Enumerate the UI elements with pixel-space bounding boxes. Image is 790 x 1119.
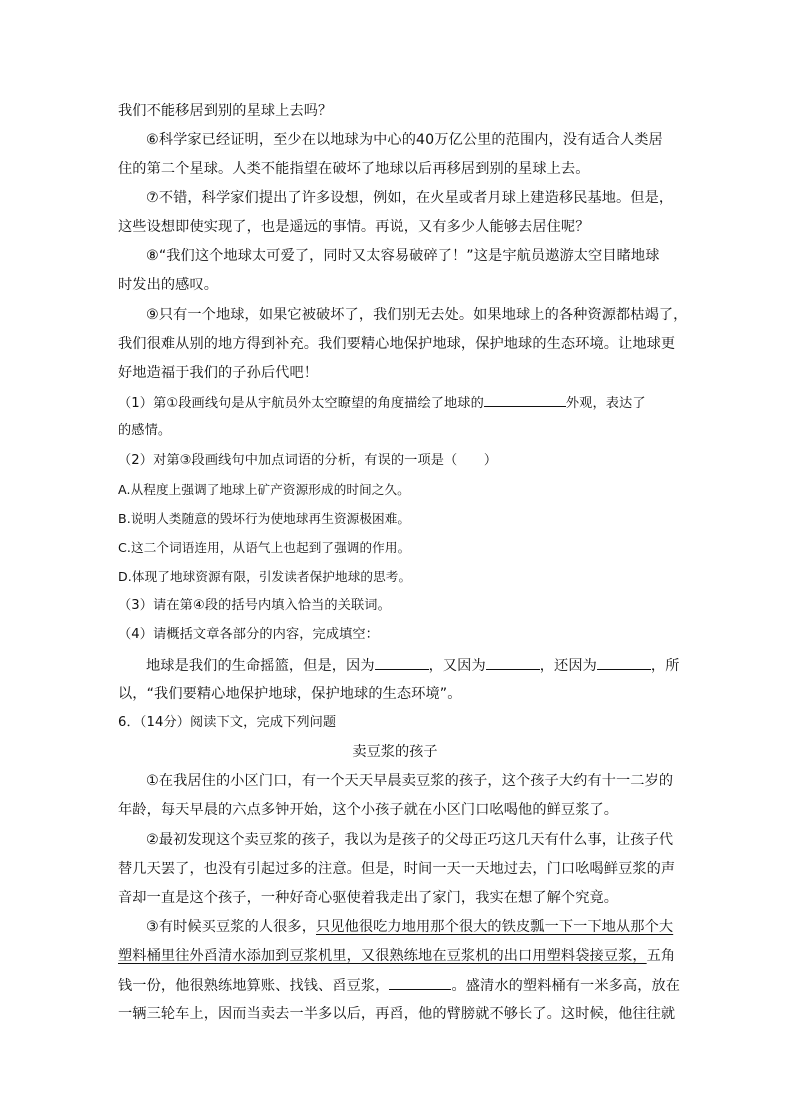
paragraph-6-line: 住的第二个星球。人类不能指望在破坏了地球以后再移居到别的星球上去。 [118,161,590,177]
paragraph-7-line: ⑦不错，科学家们提出了许多设想，例如，在火星或者月球上建造移民基地。但是， [146,190,674,206]
question-2: （2）对第③段画线句中加点词语的分析，有误的一项是（ ） [118,453,498,468]
article-paragraph-3 [118,975,681,996]
article-paragraph-3 [146,917,706,937]
paragraph-6-line: ⑥科学家已经证明，至少在以地球为中心的40万亿公里的范围内，没有适合人类居 [146,132,663,148]
question-4: （4）请概括文章各部分的内容，完成填空： [118,627,379,642]
option-a: A.从程度上强调了地球上矿产资源形成的时间之久。 [118,482,410,497]
underlined-sentence: 塑料桶里往外舀清水添加到豆浆机里，又很熟练地在豆浆机的出口用塑料袋接豆浆， [118,948,647,964]
answer-blank[interactable] [375,655,429,670]
fill-in-line: 以，“我们要精心地保护地球，保护地球的生态环境”。 [118,686,462,702]
fill-in-text: ，又因为 [428,658,486,674]
article-paragraph-2: 音却一直是这个孩子，一种好奇心驱使着我走出了家门，我实在想了解个究竟。 [118,890,619,906]
option-c: C.这二个词语连用，从语气上也起到了强调的作用。 [118,540,411,555]
answer-blank[interactable] [484,392,566,407]
text-line: 我们不能移居到别的星球上去吗？ [118,103,333,119]
answer-blank[interactable] [389,975,451,990]
article-paragraph-3 [118,946,678,966]
paragraph-9-line: ⑨只有一个地球，如果它被破坏了，我们别无去处。如果地球上的各种资源都枯竭了， [146,307,688,323]
article-paragraph-1: 年龄，每天早晨的六点多钟开始，这个小孩子就在小区门口吆喝他的鲜豆浆了。 [118,802,619,818]
question-1 [118,392,678,414]
article-paragraph-1: ①在我居住的小区门口，有一个天天早晨卖豆浆的孩子，这个孩子大约有十一二岁的 [146,773,674,789]
answer-blank[interactable] [486,655,540,670]
paragraph-9-line: 我们很难从别的地方得到补充。我们要精心地保护地球，保护地球的生态环境。让地球更 [118,336,676,352]
paragraph-8-line: ⑧“我们这个地球太可爱了，同时又太容易破碎了！”这是宇航员遨游太空目睹地球 [146,248,660,264]
paragraph-text: 。盛清水的塑料桶有一米多高，放在 [451,978,681,994]
answer-blank[interactable] [597,655,651,670]
paragraph-text: 钱一份，他很熟练地算账、找钱、舀豆浆， [118,978,390,994]
question-1-text: 外观，表达了 [565,396,646,411]
article-paragraph-2: 替几天罢了，也没有引起过多的注意。但是，时间一天一天地过去，门口吆喝鲜豆浆的声 [118,861,676,877]
question-3: （3）请在第④段的括号内填入恰当的关联词。 [118,598,391,613]
article-paragraph-3: 一辆三轮车上，因而当卖去一半多以后，再舀，他的臂膀就不够长了。这时候，他往往就 [118,1006,676,1022]
fill-in-text: ，所 [650,658,680,674]
question-1: 的感情。 [118,423,172,438]
paragraph-text: ③有时候买豆浆的人很多， [146,919,316,935]
fill-in-text: ，还因为 [539,658,597,674]
paragraph-9-line: 好地造福于我们的子孙后代吧！ [118,365,319,381]
paragraph-7-line: 这些设想即使实现了，也是遥远的事情。再说，又有多少人能够去居住呢？ [118,219,590,235]
paragraph-text: 五角 [646,948,676,964]
option-b: B.说明人类随意的毁坏行为使地球再生资源极困难。 [118,511,411,526]
underlined-sentence: 只见他很吃力地用那个很大的铁皮瓢一下一下地从那个大 [315,919,674,935]
article-title: 卖豆浆的孩子 [352,744,438,760]
article-paragraph-2: ②最初发现这个卖豆浆的孩子，我以为是孩子的父母正巧这几天有什么事，让孩子代 [146,832,674,848]
fill-in-line [146,655,706,676]
option-d: D.体现了地球资源有限，引发读者保护地球的思考。 [118,569,412,584]
fill-in-text: 地球是我们的生命摇篮，但是，因为 [146,658,375,674]
question-1-text: （1）第①段画线句是从宇航员外太空瞭望的角度描绘了地球的 [118,396,484,411]
paragraph-8-line: 时发出的感叹。 [118,277,219,293]
section-6-heading: 6．（14分）阅读下文，完成下列问题 [118,715,337,730]
